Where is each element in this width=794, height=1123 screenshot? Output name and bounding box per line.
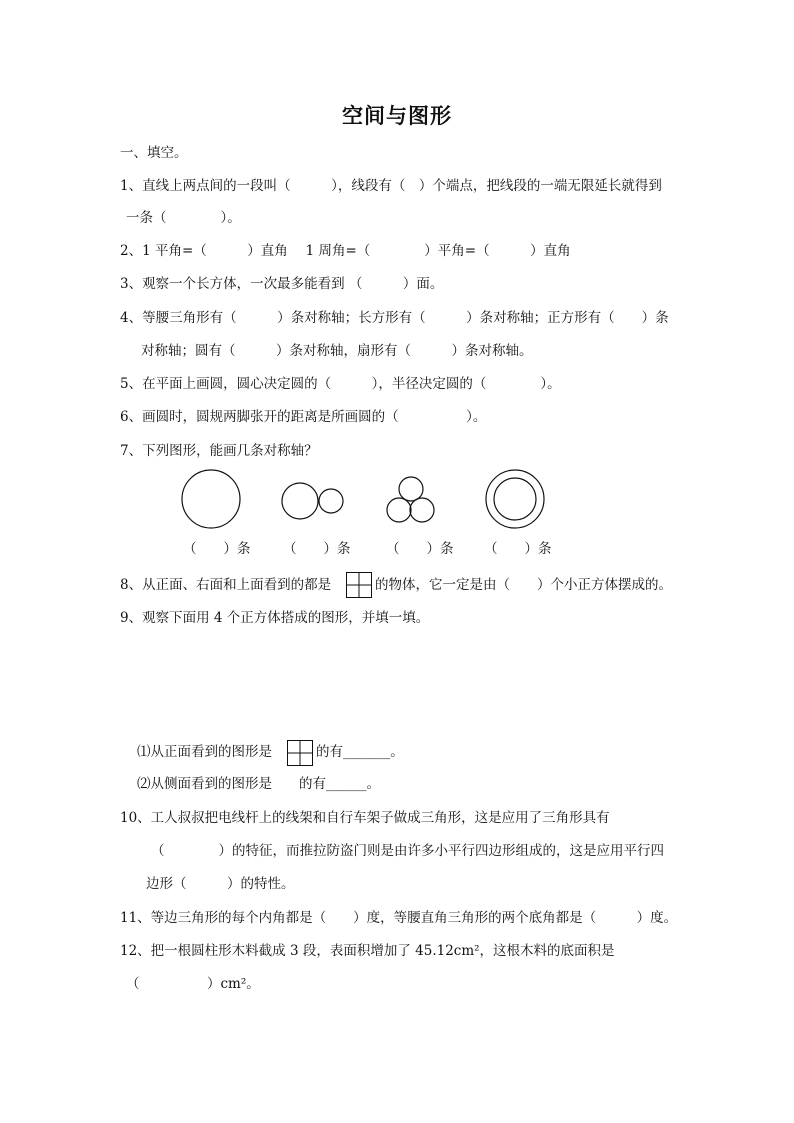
q7-answer-2: （ ）条	[283, 541, 351, 557]
question-9-sub-1-part-1: ⑴从正面看到的图形是	[137, 744, 272, 760]
question-5: 5、在平面上画圆，圆心决定圆的（ ），半径决定圆的（ ）。	[120, 376, 561, 392]
question-10-line-2: （ ）的特征，而推拉防盗门则是由许多小平行四边形组成的，这是应用平行四	[151, 843, 664, 859]
question-9-sub-2: ⑵从侧面看到的图形是 的有______。	[137, 776, 380, 792]
three-circles-icon	[384, 474, 440, 526]
question-12-line-1: 12、把一根圆柱形木料截成 3 段，表面积增加了 45.12cm²，这根木料的底面积是	[120, 943, 615, 959]
question-6: 6、画圆时，圆规两脚张开的距离是所画圆的（ ）。	[120, 409, 487, 425]
two-circles-icon	[280, 480, 348, 524]
question-7: 7、下列图形，能画几条对称轴？	[120, 443, 318, 459]
question-8-part-1: 8、从正面、右面和上面看到的都是	[120, 577, 332, 593]
question-9: 9、观察下面用 4 个正方体搭成的图形，并填一填。	[120, 610, 430, 626]
question-12-line-2: （ ）cm²。	[126, 976, 260, 992]
two-by-two-grid-icon	[287, 740, 313, 766]
question-1-line-2: 一条（ ）。	[126, 210, 241, 226]
q7-answer-1: （ ）条	[183, 541, 251, 557]
question-11: 11、等边三角形的每个内角都是（ ）度，等腰直角三角形的两个底角都是（ ）度。	[120, 910, 678, 926]
single-circle-icon	[180, 468, 244, 532]
question-9-sub-1-part-2: 的有_______。	[316, 744, 404, 760]
section-heading: 一、填空。	[120, 145, 188, 161]
question-8-part-2: 的物体，它一定是由（ ）个小正方体摆成的。	[375, 577, 672, 593]
q7-answer-4: （ ）条	[484, 541, 552, 557]
question-2: 2、1 平角=（ ）直角 1 周角=（ ）平角=（ ）直角	[120, 243, 571, 259]
question-10-line-3: 边形（ ）的特性。	[146, 876, 295, 892]
question-3: 3、观察一个长方体，一次最多能看到 （ ）面。	[120, 276, 444, 292]
page-title: 空间与图形	[342, 103, 452, 128]
q7-answer-3: （ ）条	[386, 541, 454, 557]
question-4-line-2: 对称轴；圆有（ ）条对称轴，扇形有（ ）条对称轴。	[141, 343, 533, 359]
question-10-line-1: 10、工人叔叔把电线杆上的线架和自行车架子做成三角形，这是应用了三角形具有	[120, 810, 610, 826]
concentric-circles-icon	[484, 468, 548, 532]
question-1-line-1: 1、直线上两点间的一段叫（ ），线段有（ ）个端点，把线段的一端无限延长就得到	[120, 178, 662, 194]
question-4-line-1: 4、等腰三角形有（ ）条对称轴；长方形有（ ）条对称轴；正方形有（ ）条	[120, 310, 669, 326]
four-square-grid-icon	[346, 572, 372, 598]
